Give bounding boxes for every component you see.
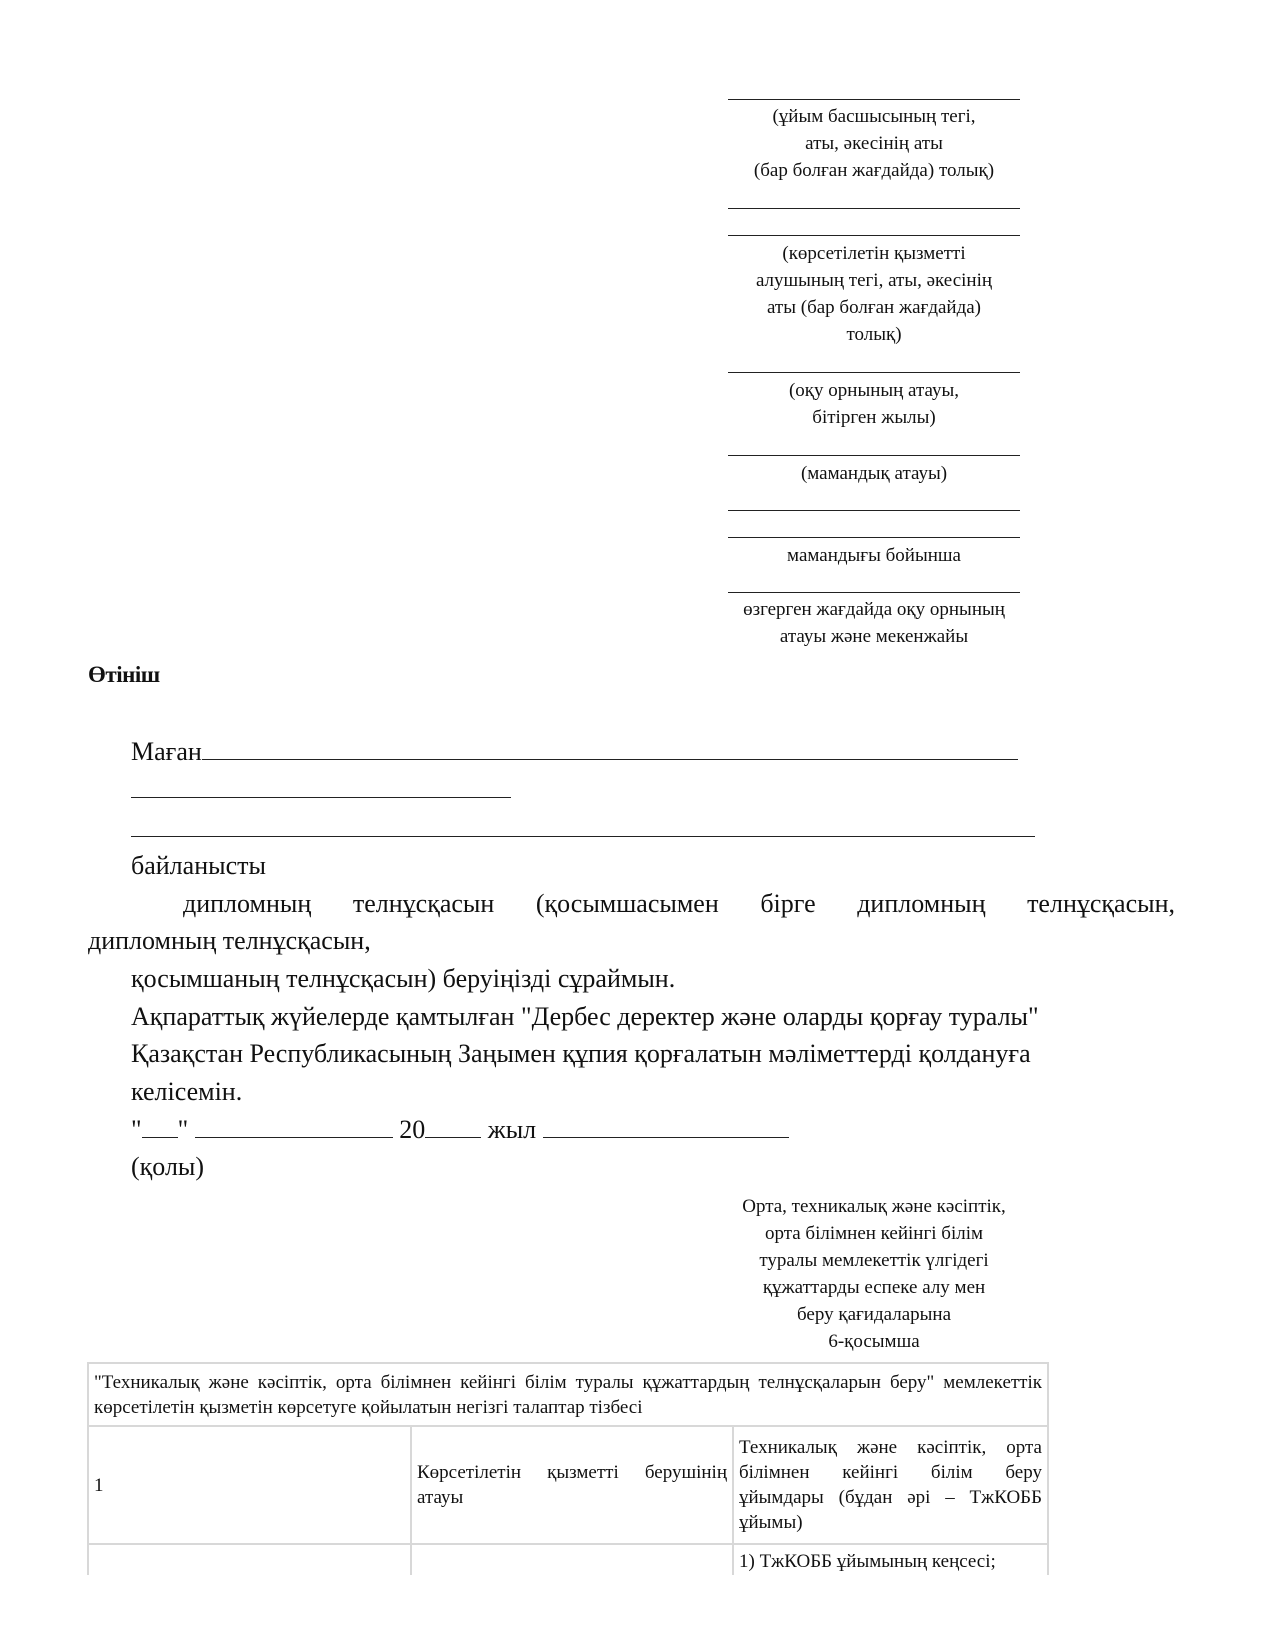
signature-field[interactable] [543,1113,789,1138]
year-suffix: жыл [487,1115,537,1144]
caption-line: алушының тегі, аты, әкесінің [755,270,993,291]
date-line [131,1111,789,1149]
consent-line-3: келісемін. [131,1077,243,1106]
appendix-note [708,1193,1040,1355]
specialty-field[interactable] [728,455,1020,456]
table-row [88,1426,1048,1544]
to-line-2 [131,771,511,809]
consent-line-2: Қазақстан Республикасының Заңымен құпия қорғалатын мәліметтерді қолдануға [131,1039,1031,1068]
month-field[interactable] [195,1113,393,1138]
org-head-caption [728,103,1020,184]
quote-close: " [177,1115,189,1144]
row-value: 1) ТжКОББ ұйымының кеңсесі; [733,1544,1048,1614]
row-label: Көрсетілетін қызметті берушінің атауы [411,1426,733,1544]
consent-line-1: Ақпараттық жүйелерде қамтылған "Дербес деректер және оларды қорғау туралы" [131,1002,1039,1031]
caption-line: (оқу орнының атауы, [788,380,960,401]
reason-field[interactable] [131,812,1035,837]
by-specialty-field-1[interactable] [728,510,1020,511]
to-line [131,733,1018,771]
caption-line: (бар болған жағдайда) толық) [753,160,995,181]
specialty-caption [728,460,1020,487]
page-cutoff [0,1575,1275,1650]
note-line: беру қағидаларына [796,1304,952,1325]
caption-line: бітірген жылы) [812,407,936,428]
quote-open: " [131,1115,142,1144]
applicant-caption [728,240,1020,348]
caption-line: мамандығы бойынша [787,545,961,566]
changed-institution-caption [728,596,1020,650]
signature-label: (қолы) [131,1152,205,1181]
note-line: Орта, техникалық және кәсіптік, [742,1196,1006,1217]
by-specialty-field-2[interactable] [728,537,1020,538]
table-title: "Техникалық және кәсіптік, орта білімнен кейінгі білім туралы құжаттардың телнұсқаларын беру" мемлекеттік көрсетілетін қызметін көрсетуге қойылатын негізгі талаптар тізбесі [88,1363,1048,1426]
request-line-2: дипломның телнұсқасын, [88,926,371,955]
institution-field[interactable] [728,372,1020,373]
caption-line: (мамандық атауы) [800,463,948,484]
by-specialty-caption [728,542,1020,569]
caption-line: (ұйым басшысының тегі, [772,106,976,127]
org-head-name-field[interactable] [728,99,1020,100]
caption-line: атауы және мекенжайы [779,626,969,647]
table-title-row [88,1363,1048,1426]
day-field[interactable] [142,1113,178,1138]
year-field[interactable] [425,1113,481,1138]
row-value: Техникалық және кәсіптік, орта білімнен кейінгі білім беру ұйымдары (бұдан әрі – ТжКОББ ұйымы) [733,1426,1048,1544]
note-line: құжаттарды еспеке алу мен [762,1277,986,1298]
note-line: орта білімнен кейінгі білім [764,1223,984,1244]
row-number: 1 [88,1426,411,1544]
caption-line: толық) [846,324,902,345]
changed-institution-field[interactable] [728,592,1020,593]
to-field-2[interactable] [131,773,511,798]
institution-caption [728,377,1020,431]
caption-line: аты (бар болған жағдайда) [766,297,982,318]
reason-suffix: байланысты [131,851,266,880]
caption-line: (көрсетілетін қызметті [782,243,966,264]
applicant-name-field-2[interactable] [728,235,1020,236]
page-title: Өтініш [88,662,160,687]
year-prefix: 20 [399,1115,426,1144]
caption-line: өзгерген жағдайда оқу орнының [743,599,1005,620]
reason-line [131,810,1035,848]
caption-line: аты, әкесінің аты [805,133,943,154]
note-line: туралы мемлекеттік үлгідегі [759,1250,989,1271]
request-line-1: дипломның телнұсқасын (қосымшасымен бірге дипломның телнұсқасын, [183,889,1175,918]
to-field[interactable] [202,735,1018,760]
applicant-name-field-1[interactable] [728,208,1020,209]
note-line: 6-қосымша [828,1331,920,1352]
to-label: Маған [131,737,202,766]
request-line-3: қосымшаның телнұсқасын) беруіңізді сұраймын. [131,964,676,993]
